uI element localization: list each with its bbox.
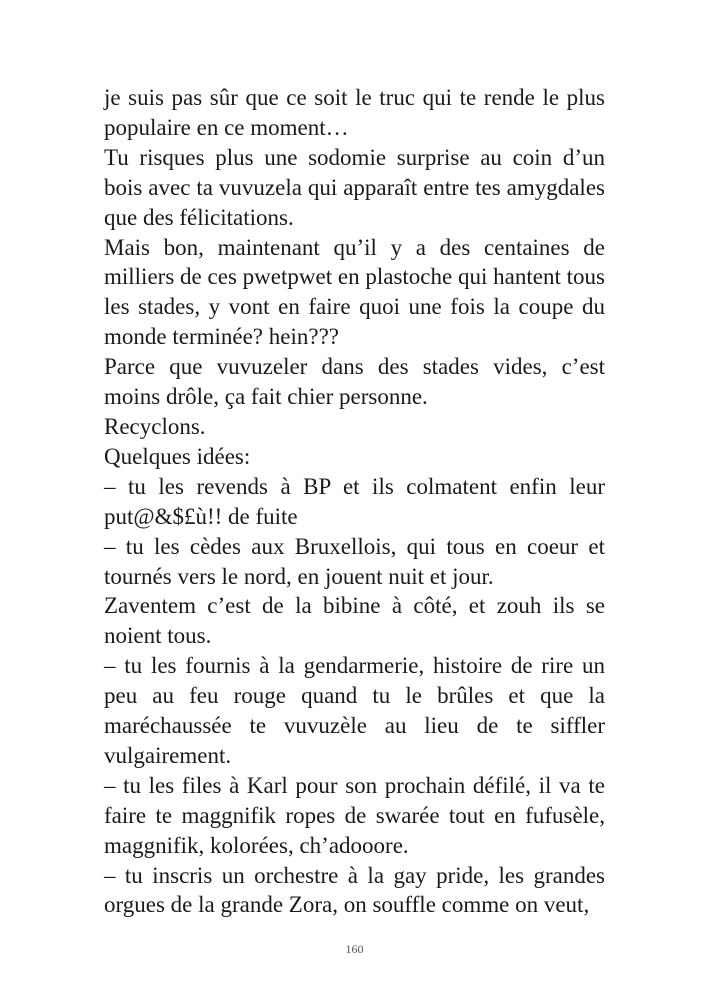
paragraph: Parce que vuvuzeler dans des stades vides, c’est moins drôle, ça fait chier personne. (104, 354, 605, 410)
paragraph: Mais bon, maintenant qu’il y a des centaines de milliers de ces pwetpwet en plastoche qui hantent tous les stades, y vont en faire quoi une fois la coupe du monde terminée? hein??? (104, 234, 605, 350)
body-text (104, 83, 605, 920)
paragraph: Zaventem c’est de la bibine à côté, et zouh ils se noient tous. (104, 593, 605, 649)
paragraph: – tu les fournis à la gendarmerie, histoire de rire un peu au feu rouge quand tu le brûles et que la maréchaussée te vuvuzèle au lieu de te siffler vulgairement. (104, 653, 605, 768)
paragraph: Quelques idées: (104, 443, 251, 469)
paragraph: – tu inscris un orchestre à la gay pride, les grandes orgues de la grande Zora, on souffle comme on veut, (104, 862, 605, 918)
paragraph: je suis pas sûr que ce soit le truc qui te rende le plus populaire en ce moment… (104, 85, 605, 140)
paragraph: – tu les revends à BP et ils colmatent enfin leur put@&$£ù!! de fuite (104, 473, 605, 529)
page-number: 160 (345, 942, 364, 956)
paragraph: – tu les files à Karl pour son prochain défilé, il va te faire te maggnifik ropes de swarée tout en fufusèle, maggnifik, kolorées, ch’adooore. (104, 772, 605, 858)
paragraph: – tu les cèdes aux Bruxellois, qui tous en coeur et tournés vers le nord, en jouent nuit et jour. (104, 533, 605, 589)
paragraph: Recyclons. (104, 413, 206, 439)
paragraph: Tu risques plus une sodomie surprise au coin d’un bois avec ta vuvuzela qui apparaît entre tes amygdales que des félicitations. (104, 144, 605, 230)
